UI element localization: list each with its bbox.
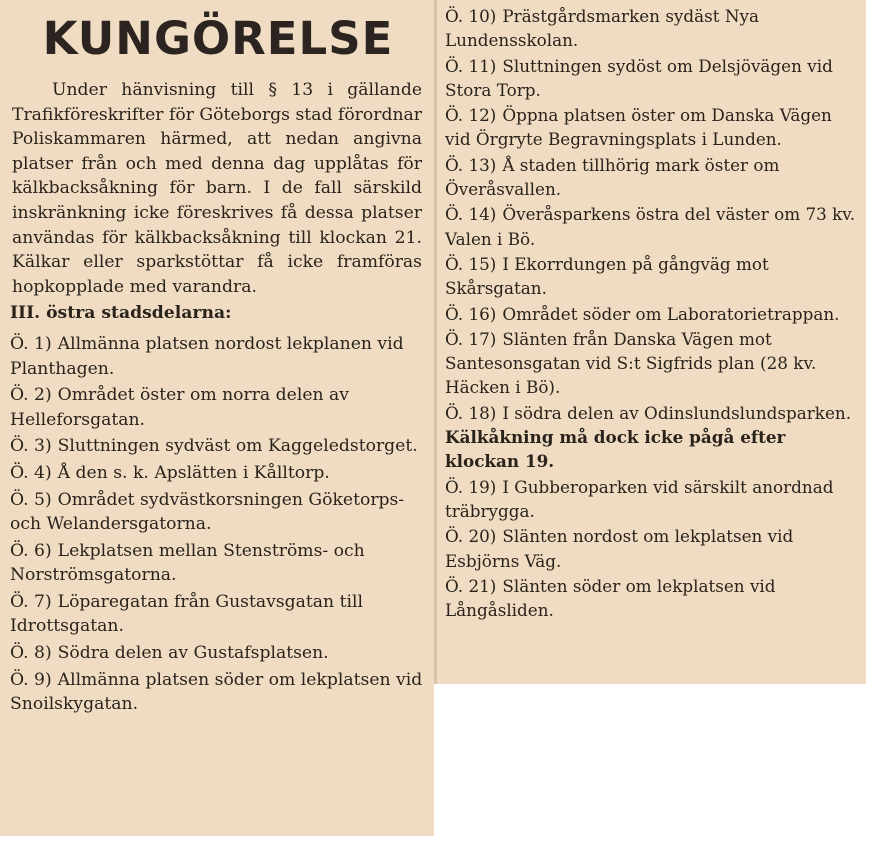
item-code: Ö. 13)	[445, 154, 497, 175]
list-item	[445, 54, 860, 103]
item-text: I Gubberoparken vid särskilt anordnad träbrygga.	[445, 476, 834, 521]
item-code: Ö. 19)	[445, 476, 497, 497]
item-code: Ö. 20)	[445, 526, 497, 547]
item-text: Slänten söder om lekplatsen vid Långåsliden.	[445, 575, 776, 621]
list-item	[10, 590, 426, 639]
list-item	[445, 475, 860, 524]
item-text: Å staden tillhörig mark öster om Överåsvallen.	[445, 154, 780, 200]
item-code: Ö. 11)	[445, 55, 497, 76]
section-heading: III. östra stadsdelarna:	[10, 303, 232, 324]
item-text: Södra delen av Gustafsplatsen.	[57, 643, 329, 664]
item-code: Ö. 7)	[10, 591, 52, 612]
list-item	[445, 202, 860, 251]
left-column	[0, 0, 434, 836]
item-text: I Ekorrdungen på gångväg mot Skårsgatan.	[445, 253, 769, 299]
item-text: Området sydvästkorsningen Göketorps- och Welandersgatorna.	[10, 489, 405, 535]
item-code: Ö. 16)	[445, 303, 497, 324]
right-column	[437, 0, 866, 684]
item-text: Slänten från Danska Vägen mot Santesonsgatan vid S:t Sigfrids plan (28 kv. Häcken i Bö).	[445, 328, 817, 398]
item-code: Ö. 14)	[445, 204, 497, 225]
item-text: Området öster om norra delen av Helleforsgatan.	[10, 385, 349, 430]
item-note: Kälkåkning må dock icke pågå efter klockan 19.	[445, 427, 786, 472]
list-item	[445, 524, 860, 573]
item-text: Å den s. k. Apslätten i Kålltorp.	[57, 462, 330, 483]
list-item	[445, 153, 860, 202]
left-item-list	[10, 332, 426, 717]
item-code: Ö. 4)	[10, 462, 52, 483]
list-item	[445, 252, 860, 301]
list-item	[10, 668, 426, 717]
item-text: I södra delen av Odinslundslundsparken.	[502, 402, 852, 423]
item-code: Ö. 2)	[10, 385, 52, 406]
item-text: Allmänna platsen söder om lekplatsen vid Snoilskygatan.	[10, 669, 423, 715]
item-code: Ö. 15)	[445, 253, 497, 274]
headline: KUNGÖRELSE	[42, 12, 394, 65]
list-item	[10, 434, 426, 459]
list-item	[10, 641, 426, 666]
item-code: Ö. 5)	[10, 489, 52, 510]
item-text: Lekplatsen mellan Stenströms- och Norströmsgatorna.	[10, 540, 365, 586]
item-code: Ö. 18)	[445, 402, 497, 423]
list-item	[445, 103, 860, 152]
list-item	[10, 539, 426, 588]
list-item	[445, 4, 860, 53]
item-code: Ö. 12)	[445, 105, 497, 126]
item-code: Ö. 10)	[445, 6, 497, 26]
right-item-list	[445, 4, 860, 622]
item-text: Löparegatan från Gustavsgatan till Idrottsgatan.	[10, 591, 363, 637]
item-text: Öppna platsen öster om Danska Vägen vid Örgryte Begravningsplats i Lunden.	[445, 105, 832, 150]
list-item	[10, 383, 426, 432]
item-text: Allmänna platsen nordost lekplanen vid Planthagen.	[10, 333, 404, 379]
item-text: Sluttningen sydöst om Delsjövägen vid Stora Torp.	[445, 55, 833, 100]
item-text: Överåsparkens östra del väster om 73 kv. Valen i Bö.	[445, 204, 856, 249]
intro-paragraph: Under hänvisning till § 13 i gällande Trafikföreskrifter för Göteborgs stad förordnar Poliskammaren härmed, att nedan angivna platser från och med denna dag upplåtas för kälkbacksåkning för barn. I de fall särskild inskränkning icke föreskrives få dessa platser användas för kälkbacksåkning till klockan 21. Kälkar eller sparkstöttar få icke framföras hopkopplade med varandra.	[12, 80, 422, 297]
list-item	[10, 332, 426, 381]
list-item	[10, 488, 426, 537]
list-item	[445, 302, 860, 326]
list-item	[445, 327, 860, 400]
item-code: Ö. 21)	[445, 575, 497, 596]
item-code: Ö. 17)	[445, 328, 497, 349]
item-code: Ö. 1)	[10, 333, 52, 354]
item-code: Ö. 6)	[10, 540, 52, 561]
item-text: Prästgårdsmarken sydäst Nya Lundensskolan.	[445, 6, 760, 51]
list-item	[10, 461, 426, 486]
list-item	[445, 401, 860, 474]
item-text: Slänten nordost om lekplatsen vid Esbjörns Väg.	[445, 526, 794, 571]
item-text: Sluttningen sydväst om Kaggeledstorget.	[57, 436, 418, 457]
item-code: Ö. 3)	[10, 436, 52, 457]
item-text: Området söder om Laboratorietrappan.	[502, 303, 840, 324]
list-item	[445, 574, 860, 623]
item-code: Ö. 8)	[10, 643, 52, 664]
item-code: Ö. 9)	[10, 669, 52, 690]
